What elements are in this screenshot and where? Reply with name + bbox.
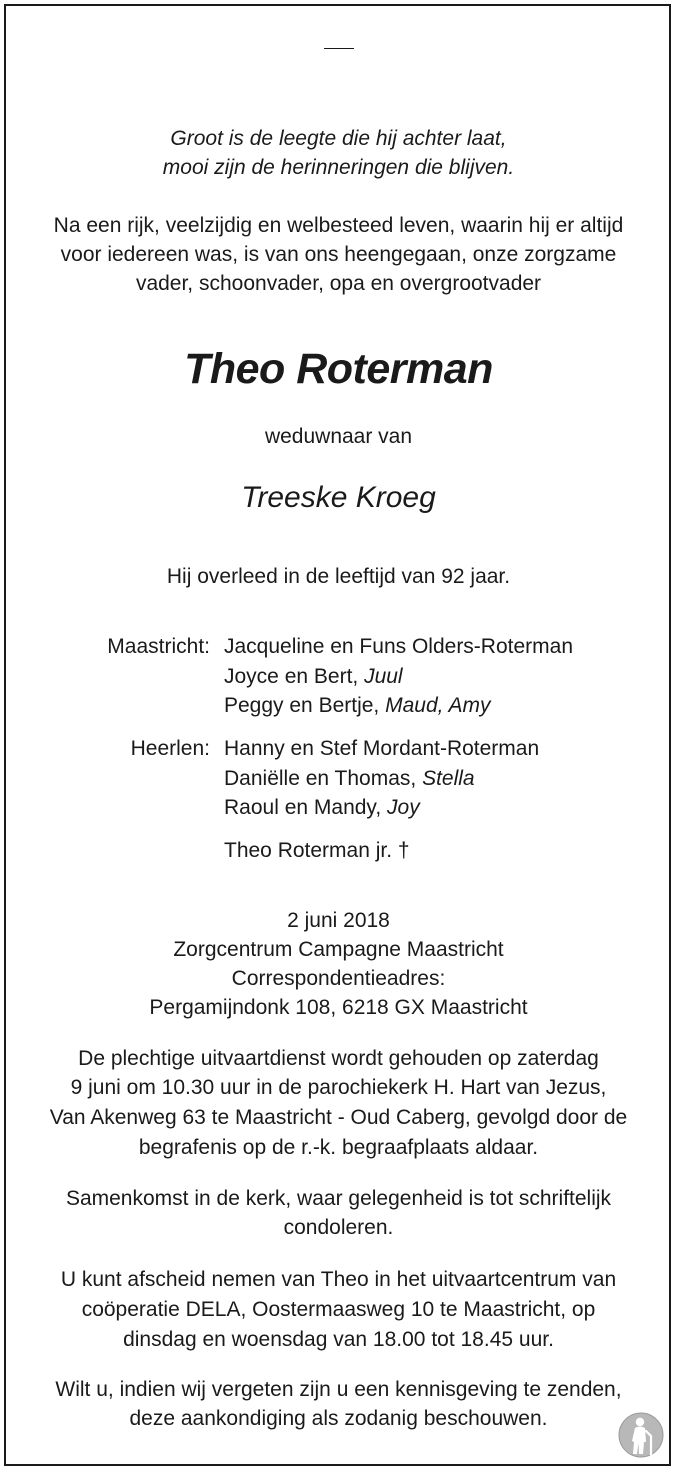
farewell-line-3: dinsdag en woensdag van 18.00 tot 18.45 uur. [123,1328,554,1351]
family-heerlen [0,734,677,824]
intro-line-1: Na een rijk, veelzijdig en welbesteed leven, waarin hij er altijd [53,214,624,237]
correspondence-address: Pergamijndonk 108, 6218 GX Maastricht [149,996,528,1019]
family-line: Raoul en Mandy, Joy [224,796,420,819]
family-line: Peggy en Bertje, Maud, Amy [224,694,491,717]
gathering-line-2: condoleren. [283,1216,394,1239]
gathering-line-1: Samenkomst in de kerk, waar gelegenheid is tot schriftelijk [65,1187,612,1210]
quote-line-2: mooi zijn de herinneringen die blijven. [162,156,515,179]
top-divider [324,48,354,49]
family-line: Joyce en Bert, Juul [224,664,403,688]
quote-line-1: Groot is de leegte die hij achter laat, [170,127,507,150]
service-line-1: De plechtige uitvaartdienst wordt gehouden op zaterdag [78,1047,599,1070]
family-son: Theo Roterman jr. † [224,839,410,862]
age-text: Hij overleed in de leeftijd van 92 jaar. [166,565,511,588]
closing-line-2: deze aankondiging als zodanig beschouwen. [129,1407,548,1430]
family-line: Daniëlle en Thomas, Stella [224,766,475,790]
intro-line-3: vader, schoonvader, opa en overgrootvader [135,272,542,295]
spouse-name: Treeske Kroeg [241,481,436,514]
service-line-3: Van Akenweg 63 te Maastricht - Oud Caberg, gevolgd door de [49,1106,628,1129]
death-date: 2 juni 2018 [287,909,390,932]
service-line-2: 9 juni om 10.30 uur in de parochiekerk H. Hart van Jezus, [70,1076,607,1099]
closing-line-1: Wilt u, indien wij vergeten zijn u een kennisgeving te zenden, [55,1378,622,1401]
intro-line-2: voor iedereen was, is van ons heengegaan, onze zorgzame [60,243,617,266]
correspondence-label: Correspondentieadres: [231,967,446,990]
family-location-heerlen: Heerlen: [130,737,210,760]
figure-with-cane-icon [618,1412,664,1458]
family-line: Hanny en Stef Mordant-Roterman [224,737,540,760]
family-location-maastricht: Maastricht: [107,635,210,658]
family-line: Jacqueline en Funs Olders-Roterman [224,635,574,658]
farewell-line-2: coöperatie DELA, Oostermaasweg 10 te Maastricht, op [81,1298,596,1321]
farewell-line-1: U kunt afscheid nemen van Theo in het uitvaartcentrum van [60,1268,617,1291]
family-maastricht [0,632,677,722]
widower-of: weduwnaar van [264,425,413,448]
service-line-4: begrafenis op de r.-k. begraafplaats aldaar. [138,1136,539,1159]
deceased-name: Theo Roterman [184,345,493,393]
death-place: Zorgcentrum Campagne Maastricht [173,938,504,961]
